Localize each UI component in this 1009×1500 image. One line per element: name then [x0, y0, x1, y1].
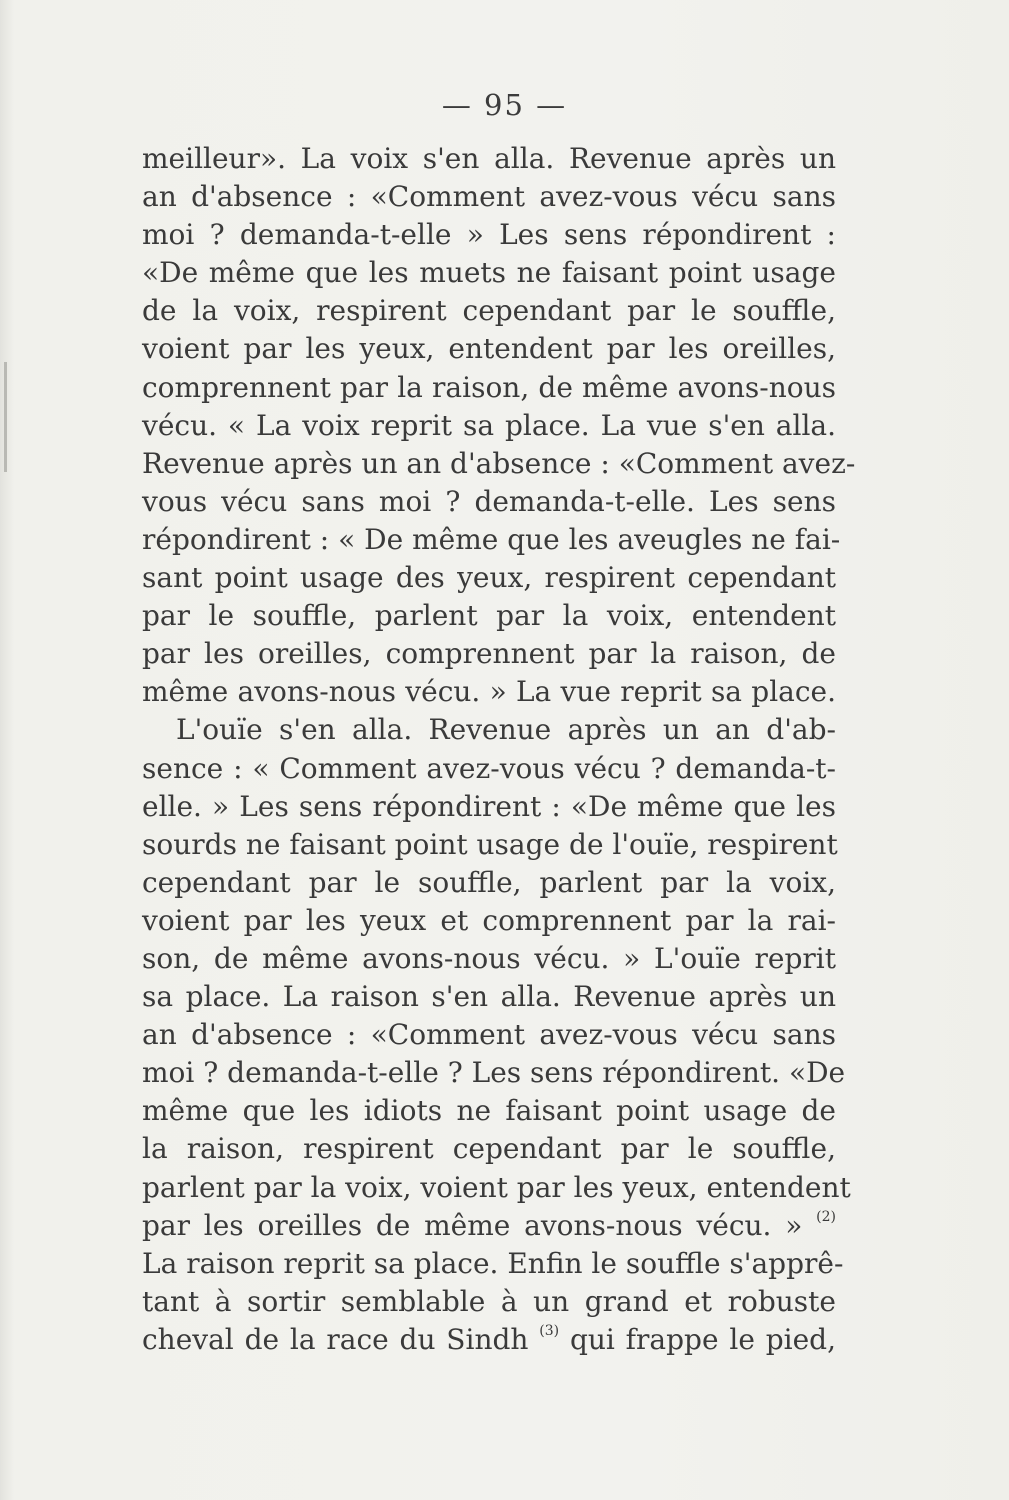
text-line: la raison, respirent cependant par le souffle,: [142, 1132, 836, 1166]
text-line: sant point usage des yeux, respirent cependant: [142, 561, 836, 595]
text-line: par les oreilles, comprennent par la raison, de: [142, 637, 836, 671]
text-line: voient par les yeux, entendent par les oreilles,: [142, 332, 836, 366]
text-line: moi ? demanda-t-elle ? Les sens répondirent. «De: [142, 1056, 846, 1090]
text-line: voient par les yeux et comprennent par la rai-: [142, 903, 836, 937]
text-line: répondirent : « De même que les aveugles ne fai-: [142, 522, 841, 556]
text-line: tant à sortir semblable à un grand et robuste: [142, 1284, 836, 1318]
text-line: même avons-nous vécu. » La vue reprit sa place.: [142, 675, 836, 709]
body-text: [142, 140, 856, 1359]
text-line: par les oreilles de même avons-nous vécu. » $^{(2)}$: [142, 1208, 836, 1242]
text-line: vécu. « La voix reprit sa place. La vue s'en alla.: [142, 408, 836, 442]
text-line: an d'absence : «Comment avez-vous vécu sans: [142, 1018, 836, 1052]
text-line: parlent par la voix, voient par les yeux, entendent: [142, 1170, 851, 1204]
text-line: meilleur». La voix s'en alla. Revenue après un: [142, 142, 836, 175]
text-line: par le souffle, parlent par la voix, entendent: [142, 599, 836, 633]
binding-shadow: [4, 362, 7, 472]
text-line: même que les idiots ne faisant point usage de: [142, 1094, 836, 1128]
text-line: de la voix, respirent cependant par le souffle,: [142, 294, 836, 328]
footnote-ref: (3): [539, 1322, 560, 1339]
page-number: — 95 —: [441, 88, 568, 122]
text-line: an d'absence : «Comment avez-vous vécu sans: [142, 180, 836, 214]
text-line: La raison reprit sa place. Enfin le souffle s'apprê-: [142, 1246, 844, 1280]
text-line: «De même que les muets ne faisant point usage: [142, 256, 836, 290]
text-line: son, de même avons-nous vécu. » L'ouïe reprit: [142, 941, 836, 975]
text-line: sourds ne faisant point usage de l'ouïe, respirent: [142, 827, 838, 861]
text-line: sa place. La raison s'en alla. Revenue après un: [142, 980, 836, 1014]
footnote-ref: (2): [816, 1208, 836, 1225]
text-line: comprennent par la raison, de même avons-nous: [142, 370, 836, 404]
text-line: moi ? demanda-t-elle » Les sens répondirent :: [142, 218, 836, 252]
text-line: L'ouïe s'en alla. Revenue après un an d'ab-: [176, 713, 836, 747]
text-line: sence : « Comment avez-vous vécu ? demanda-t-: [142, 751, 836, 785]
text-line: cependant par le souffle, parlent par la voix,: [142, 865, 836, 899]
text-line: Revenue après un an d'absence : «Comment avez-: [142, 446, 856, 480]
text-line: elle. » Les sens répondirent : «De même que les: [142, 789, 836, 823]
text-line: cheval de la race du Sindh $^{(3)}$ qui frappe le pied,: [142, 1322, 836, 1356]
text-line: vous vécu sans moi ? demanda-t-elle. Les sens: [142, 484, 836, 518]
